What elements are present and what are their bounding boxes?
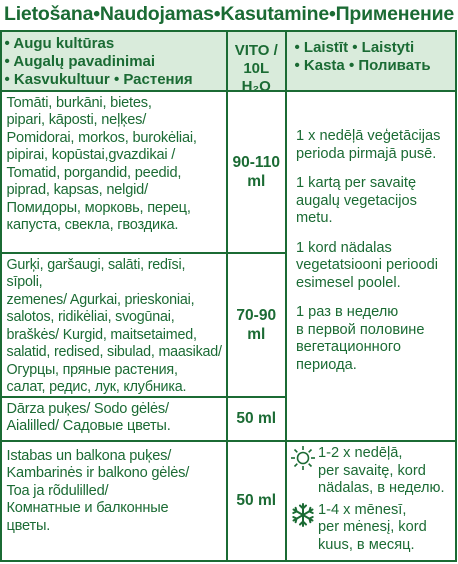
text-line: вегетационного bbox=[296, 339, 401, 355]
text-line: Огурцы, пряные растения, bbox=[6, 361, 178, 378]
text-line: • Kasvukultuur • Растения bbox=[4, 70, 193, 88]
usage-table bbox=[0, 30, 457, 562]
text-line: 1-2 x nedēļā, bbox=[318, 445, 403, 461]
header-crops bbox=[2, 32, 227, 91]
text-line: pipari, kāposti, neļķes/ bbox=[6, 112, 147, 128]
text-line: • Kasta • Поливать bbox=[294, 56, 431, 74]
text-line: Toa ja rõdulilled/ bbox=[6, 482, 109, 499]
text-line: 10L H₂O bbox=[241, 59, 271, 90]
watering-frequency bbox=[296, 128, 454, 438]
crops-row-1 bbox=[2, 92, 227, 253]
summer-frequency bbox=[290, 445, 455, 498]
text-line: 1-4 x mēnesī, bbox=[318, 501, 407, 518]
text-line: perioda pirmajā pusē. bbox=[296, 145, 437, 162]
text-line: • Augu kultūras bbox=[4, 34, 115, 52]
text-line: цветы. bbox=[6, 517, 51, 534]
frequency-lt bbox=[296, 175, 454, 228]
dose-row-1 bbox=[228, 92, 286, 253]
text-line: zemenes/ Agurkai, prieskoniai, bbox=[6, 291, 195, 308]
frequency-et bbox=[296, 240, 454, 293]
seasonal-legend bbox=[290, 445, 455, 559]
text-line: 1 kord nädalas bbox=[296, 239, 392, 256]
crops-row-2 bbox=[2, 254, 227, 397]
text-line: салат, редис, лук, клубника. bbox=[6, 379, 187, 395]
text-line: Gurķi, garšaugi, salāti, redīsi, sīpoli, bbox=[6, 256, 186, 290]
text-line: ml bbox=[247, 325, 266, 343]
text-line: Tomatid, porgandid, peedid, bbox=[6, 164, 182, 181]
sun-icon bbox=[290, 445, 318, 477]
text-line: 1 раз в неделю bbox=[296, 304, 399, 320]
text-line: Aialilled/ Садовые цветы. bbox=[6, 418, 171, 434]
text-line: kuus, в месяц. bbox=[318, 536, 415, 553]
dose-row-3 bbox=[228, 398, 286, 441]
text-line: Dārza puķes/ Sodo gėlės/ bbox=[6, 400, 169, 417]
text-line: vegetatsiooni perioodi bbox=[296, 257, 438, 273]
text-line: augalų vegetacijos bbox=[296, 192, 417, 209]
text-line: braškės/ Kurgid, maitsetaimed, bbox=[6, 326, 197, 343]
text-line: 90-110 bbox=[232, 153, 280, 171]
text-line: salatid, redised, sibulad, maasikad/ bbox=[6, 344, 222, 360]
text-line: в первой половине bbox=[296, 321, 425, 338]
text-line: VITO / bbox=[234, 41, 278, 59]
text-line: Kambarinės ir balkono gėlės/ bbox=[6, 465, 190, 481]
text-line: 1 kartą per savaitę bbox=[296, 175, 417, 191]
text-line: pipirai, kopūstai,gvazdikai / bbox=[6, 147, 176, 163]
text-line: 70-90 bbox=[236, 306, 277, 324]
text-line: nädalas, в неделю. bbox=[318, 480, 445, 496]
frequency-lv bbox=[296, 128, 454, 163]
text-line: per mėnesį, kord bbox=[318, 519, 427, 535]
text-line: 50 ml bbox=[236, 492, 277, 510]
text-line: периода. bbox=[296, 356, 357, 373]
header-watering bbox=[287, 32, 456, 91]
header-dose bbox=[228, 32, 286, 91]
text-line: salotos, ridikėliai, svogūnai, bbox=[6, 309, 175, 325]
text-line: per savaitę, kord bbox=[318, 462, 426, 479]
text-line: esimesel poolel. bbox=[296, 274, 401, 291]
text-line: piprad, kapsas, nelgid/ bbox=[6, 182, 148, 198]
snowflake-icon bbox=[290, 502, 318, 534]
text-line: Помидоры, морковь, перец, bbox=[6, 199, 191, 216]
text-line: капуста, свекла, гвоздика. bbox=[6, 217, 179, 233]
text-line: ml bbox=[247, 172, 266, 190]
text-line: Комнатные и балконные bbox=[6, 500, 169, 516]
text-line: 50 ml bbox=[236, 410, 277, 428]
dose-row-2 bbox=[228, 254, 286, 397]
winter-frequency bbox=[290, 502, 455, 555]
text-line: Pomidorai, morkos, burokėliai, bbox=[6, 129, 197, 146]
text-line: • Augalų pavadinimai bbox=[4, 52, 156, 70]
crops-row-3 bbox=[2, 398, 227, 441]
text-line: metu. bbox=[296, 210, 333, 226]
text-line: Istabas un balkona puķes/ bbox=[6, 447, 172, 464]
text-line: Tomāti, burkāni, bietes, bbox=[6, 94, 152, 111]
frequency-ru bbox=[296, 304, 454, 374]
text-line: • Laistīt • Laistyti bbox=[294, 38, 415, 56]
page-title: Lietošana•Naudojamas•Kasutamine•Применение bbox=[4, 3, 455, 25]
dose-row-4 bbox=[228, 442, 286, 561]
text-line: 1 x nedēļā veģetācijas bbox=[296, 128, 441, 144]
crops-row-4 bbox=[2, 442, 227, 561]
